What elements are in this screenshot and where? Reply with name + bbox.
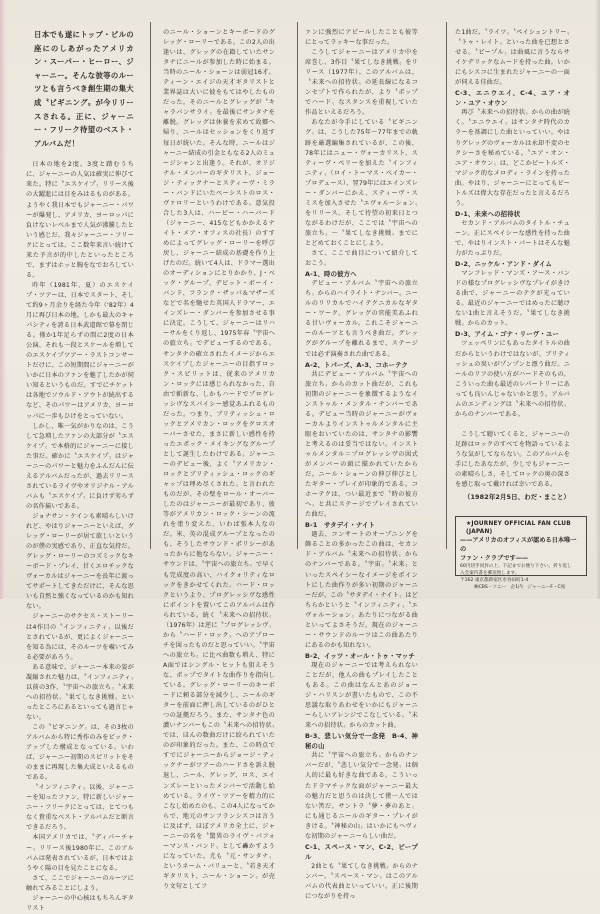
column-4 — [455, 28, 570, 502]
column-divider — [446, 22, 447, 549]
fan-club-box — [455, 516, 587, 590]
track-description: マンフレッド・マンズ・アース・バンドの様なプログレッシヴなプレイがきける曲で、ジャーニーのテクが光っている。最近のジャーニーではめったに聴けない1曲と言えそうだ。〝果てしなき挑戦〟からのカット。 — [455, 270, 570, 328]
paragraph: 本国アメリカでは、〝ディパーチャー〟リリース後1980年に、このアルバムは発表されているが、日本ではようやく陽の目を見たことになる。 — [26, 834, 134, 872]
paragraph: 日本の地を2度、3度と踏むうちに、ジャーニーの人気は確実に伸びて来た。特に〝エスケイプ〟リリース後の大躍進には目をみはるものがある。ようやく我日本でもジャーニー・パワーが爆発し、アメリカ、ヨーロッパに負けないレベルまで人気が沸騰したという感じだ。我々ジャーニー・フリークにとっては、ここ数年来言い続けて来た予言が的中したといったところで、まずはホッと胸をなでおろしている。 — [26, 161, 134, 279]
page-edge-right — [595, 0, 600, 599]
fan-club-subtitle: ——アメリカのオフィスが認める日本唯一の — [460, 537, 577, 553]
fan-club-note: 60円切手同封の上、下記までお便り下さい。折り返し — [460, 564, 572, 569]
track-heading: C-1、スペース・マン、C-2、ピープル — [305, 842, 418, 861]
track-heading: D-2、ニッケル・アンド・ダイム — [455, 260, 553, 269]
track-description: 現在のジャーニーでは考えられないことだが、他人の曲もプレイしたこともある。この曲はなんとあのジョージ・ハリスンが書いたもので、この不思議な取りあわせをいかにもジャーニーらしいアレンジでこなしている。〝未来への招待状〟からのカット曲。 — [305, 661, 418, 730]
paragraph: こうしてジャーニーはアメリカ中を席巻し、3作目〝果てしなき挑戦〟をリリース（1977年）。このアルバムは、〝未来への招待状〟の延長線になるコンセプトで作られたが、より〝ポップでハード〟なスタンスを重視していた作品といえるだろう。 — [305, 49, 418, 117]
column-2 — [163, 28, 275, 892]
track-heading: D-3、アイム・ゴナ・リーヴ・ユー — [455, 330, 559, 339]
track-description: デビュー・アルバム〝宇宙への旅立ち〟からのハイライト・ナンバー。ニールのリリカルでハイテクニカルなギター・ワーク、グレッグの官能美あふれる甘いヴォーカル。これこそジャーニーのルーツとも言うべき曲だ。グレッグがグループを離れるまで、ステージでは必ず演奏された曲である。 — [305, 280, 418, 358]
fan-club-address: 〒162 東京都新宿区市谷田町1-4 — [460, 578, 529, 583]
track-heading: A-1、時の彼方へ — [305, 270, 357, 279]
spacer — [455, 420, 570, 430]
column-1 — [26, 28, 134, 914]
paragraph: ある意味で、ジャーニー本来の姿が凝縮された魅力は、〝インフィニティ〟以前の3作、〝宇宙への旅立ち〟〝未来への招待状〟〝果てしなき挑戦〟といったところにあるといっても過言じゃない。 — [26, 663, 134, 721]
fan-club-company: ㈱CBS・ソニー 企1内 ジャーニーF・C宛 — [474, 585, 566, 590]
track-description: 2曲とも〝果てしなき挑戦〟からのナンバー。〝スペース・マン〟はこのアルバムの代表曲といっていい。正に後期につながりを持っ — [305, 862, 418, 901]
column-3 — [305, 28, 418, 902]
fan-club-title: ★JOURNEY OFFICIAL FAN CLUB (JAPAN) — [466, 521, 571, 535]
track-description: 過去、コンサートのオープニングを飾ることの多かったこの曲は、セカンド・アルバム〝未来への招待状〟からのナンバーである。〝宇宙〟〝未来〟といったスペイシーなイメージをポイントにした曲作りが多い初期のジャーニーだが、この〝サタデイ・ナイト〟はどちらかというと〝インフィニティ〟〝エヴォルーション〟あたりにつながる曲といってよさそうだ。現在のジャーニー・サウンドのルーツはこの曲あたりにあるのかも知れない。 — [305, 531, 418, 649]
signature: （1982年2月5日、わだ・まこと） — [463, 493, 570, 502]
paragraph: のニール・ショーンとキーボードのグレッグ・ローリーである。この2人の出逢いは、グレッグの在籍していたサンタナにニールが参加した時に始まる。当時のニール・ショーンは弱冠16才。ティーン・エイジの天才ギタリストと業界誌は大いに彼をもてはやしたものだった。そのニールとグレッグが〝キャラバンサライ〟を最後にサンタナを離脱。グレッグは休養を求めて故郷へ帰り、ニールはセッションをくり返す毎日が続いた。そんな時、ニールはジャーニー結成の引金ともなる2人のミュージシャンと出逢う。それが、オリジナル・メンバーのギタリスト、ジョージ・ティックナーとスティーヴ・ミラー・バンドにいたベーシストのロス・ヴァロリーというわけである。意気投合した3人は、ハービー・ハーバード（ジャーニー、415などもかかえるナイト・メア・オフィスの社長）のすすめによってグレッグ・ローリーを呼び戻し、ジャーニー結成の基礎を作り上げたのだ。続いて4人は、ドラマー選出のオーディションにとりかかり、J・ベック・グループ、デビット・ボーイ・バンド、フランク・ザッパ＆マザーズなどで名を馳せた英国人ドラマー、エインズレー・ダンバーを参加させる事に決定。こうして、ジャーニーはリハーサルをくり返し、1975年春〝宇宙への旅立ち〟でデビューするのである。サンタナの確立されたイメージからエスケイプしたジャーニーの目指すロック・スピリットは、従来のアメリカン・ロックには感じられなかった、自由で斬新な、しかもハードでプログレッシヴなスパイシー感覚あふれるものだった。つまり、ブリティッシュ・ロックとアメリカン・ロックをクロスオーバーさせた、まさに新しい感性を持ったエポック・メイキングなグループとして誕生したわけである。ジャーニーのデビュー後、よく〝アメリカン・ロックとブリティッシュ・ロックのギャップは埋め尽くされた〟と言われたものだが、その壁をロール・オーバーしたのはジャーニーが最初であり、彼等がアメリカン・ロック・シーンの流れを塗り変えた、いわば張本人なのだ。米、英の混成グループとなったのも、そうしたサウンド・ポリシーがあったからに他ならない。ジャーニー・サウンドは、〝宇宙への旅立ち〟で早くも完成度の高い、ハイクォリティなロックをきかせてくれた。ハード・ロックというより、プログレッシヴな感性にポイントを置いてこのアルバムは作られている。続く〝未来への招待状〟（1976年）は逆に〝プログレッシヴ〟から〝ハード・ロック〟へのアプローチを図ったものだと思っていい。〝宇宙への旅立ち〟に比べ曲数も増え、特にA面ではシングル・ヒットも狙えそうな、ポップでタイトな曲作りを指向している。グレッグ・ローリーのキーボードに頼る部分を減少し、ニールのギターを前面に押し出しているのがひとつの証拠だろう。また、サンタナ色の濃いナンバーもこの〝未来への招待状〟では、ほんの数曲だけに絞られていたのが印象的だった。また、この時点ですでにジャーニーからジョージ・ティックナーがツアーのハードさを訴え脱退し、ニール、グレッグ、ロス、エインズレーといったメンバーで活動し始めている。ライヴ・ツアーを精力的にこなし始めたのも、この4人になってからで、地元のサンフランシスコは言うに及ばず、ほぼアメリカ全土に、ジャーニーの名を〝驚異のライヴ・パフォーマンス・バンド〟として轟かすようになっていた。尤も〝元・サンタナ〟というネーム・バリューと、〝若き天才ギタリスト、ニール・ショーン〟が売り文句としてフ — [163, 29, 275, 890]
track-heading: B-1 サタデイ・ナイト — [305, 521, 376, 530]
paragraph: あなたが今手にしている〝ビギニング〟は、こうした75年〜77年までの軌跡を厳選編集されているが、この後、78年にはニュー・ヴォーカリスト、スティーヴ・ペリーを加えた〝インフィニティ〟（ロイ・トーマス・ベイカー・プロデュース）、翌79年にはエインズレー・ダンバーにかえ、スティーヴ・スミスを加入させた〝エヴォルーション〟をリリース。そして待望の初来日とつながるわけだが、ここでは〝宇宙への旅立ち〟〜〝果てしなき挑戦〟までにとどめておくことにしよう。 — [305, 119, 418, 247]
track-description: た1曲だ。〝ライツ〟〝ペイシェントリー〟〝トゥ・レイト〟といった曲を已想とさせる。〝ピープル〟は曲風に言うならサイケデリックなムードを持った曲。いかにもシスコに生まれたジャーニーの一面が伺える佳曲だ。 — [455, 29, 570, 87]
fan-club-note: 入会案内書を郵送致します。 — [460, 571, 520, 576]
track-heading: B-3、悲しい気分で一念発 B-4、神秘の山 — [305, 732, 418, 751]
paragraph: 〝インフィニティ〟以後、ジャーニーを知ったファン、特に新しいジャーニー・フリークにとっては、とてつもなく貴重なベスト・アルバムだと断言できるだろう。 — [26, 784, 134, 832]
paragraph: この〝ビギニング〟は、その3枚のアルバムから特に秀作のみをピック・アップした構成となっている。いわば、ジャーニー初期のスピリットをそのままに再現した集大成といえるものである。 — [26, 723, 134, 782]
track-description: セカンド・アルバムのタイトル・チューン。正にスペイシーな感性を持った曲で、やはりインスト・パートはそんな魅力がたっぷりだ。 — [455, 219, 570, 258]
track-heading: D-1、未来への招待状 — [455, 209, 521, 218]
paragraph: 昨年（1981年、夏）のエスケイプ・ツアーは、日本でスタート、そして約9ヶ月余りを経た今年（'82年）4月に再び日本の地。しかも最大のキャパシティを誇る日本武道館で幕を閉じる。僅か1年足らずの間に2度の日本公演、それも一段とスケールを増してのエスケイプツアー・ラストコンサートだけに、この短期間にジャーニーがいかに日本のファンを魅了したかが伺い知るというものだ。すでにチケットは各地でソウルド・アウトが続出するなど、そのパワーはアメリカ、ヨーロッパに一歩もひけをとっていない。 — [26, 281, 134, 420]
track-heading: B-2、イッツ・オール・トゥ・マッチ — [305, 651, 415, 660]
column-divider — [297, 22, 298, 549]
track-heading: C-3、エニウエイ、C-4、ユア・オン・ユア・オウン — [455, 89, 570, 108]
paragraph: ジャーニーのサクセス・ストーリーは4作目の〝インフィニティ〟以後だとされているが、更によくジャーニーを知る為には、そのルーツを覗いてみる必要があろう。 — [26, 613, 134, 661]
paragraph: ァンに強烈にアピールしたことも彼等にとってラッキーな事だった。 — [305, 29, 418, 47]
paragraph: さて、ここで曲目について紹介しておこう。 — [305, 250, 418, 268]
track-description: 共に〝宇宙への旅立ち〟からのナンバーだが、〝悲しい気分で一念発〟は個人的に最も好きな曲である。こういったドラマチックな面がジャーニー最大の魅力だと思うのは決して僕一人ではない筈だ。サントラ〝夢・夢のあと〟にも通じるニールのギター・プレイがきける。〝神秘の山〟はいかにもヘヴィな初期のジャーニーらしい曲だ。 — [305, 752, 418, 840]
paragraph: ジャーニーの中心核はもちろんギタリスト — [26, 894, 134, 912]
page-edge-left — [0, 0, 6, 599]
paragraph: しかし、唯一気がかりなのは、こうして急増したファンの大部分が〝エスケイプ〟で本格的にジャーニーに接した事だ。確かに〝エスケイプ〟はジャーニーのパワーと魅力をふんだんに伝えるアルバムだったが、過去リリースされているライヴやオリジナル・アルバムも〝エスケイプ〟に負けず劣らずの名作揃いである。 — [26, 422, 134, 510]
closing-paragraph: こうして聴いてくると、ジャーニーの足跡はロックのすべてを物語っているような気がしてならない。このアルバムを手にしたあなたが、少しでもジャーニーの素晴らしさ、そしてロックの奥の深さを感じ取って戴ければ幸いである。 — [455, 430, 570, 489]
track-description: 再び〝未来への招待状〟からの曲が続く。〝エニウエイ〟はサンタナ時代のカラーを基調にした曲といっていい。やはりグレッグのヴォーカルは永却不変のセクシーさを秘めている。〝ユア・オン・ユア・オウン〟は、どこかビートルズ・マジック的なメロディ・ラインを持った曲。やはり、ジャーニーにとってもビートルズは偉大な存在だったと言えるだろう。 — [455, 109, 570, 207]
column-divider — [150, 22, 151, 549]
paragraph: さて、ここでジャーニーのルーツに触れてみることにしよう。 — [26, 874, 134, 892]
paragraph: ジョナサン・ケインも素晴らしいけれど、やはりジャーニーといえば、グレッグ・ローリーが居て欲しいというのが僕の実感であり、正直な気持だ。グレッグ・ローリーのコズミックなキーボード・プレイ、甘くエロチックなヴォーカルはジャーニーを長年に渡ってサポートしてきただけに、そんな思いも自然と強くなっているのかも知れない。 — [26, 512, 134, 611]
track-heading: A-2、トパーズ、A-3、コホーテク — [305, 360, 408, 369]
lead-paragraph: 日本でも遂にトップ・ビルの座にのしあがったアメリカン・スーパー・ヒーロー、ジャーニー。そんな彼等のルーツとも言うべき創生期の集大成〝ビギニング〟が今リリースされる。正に、ジャーニー・フリーク待望のベスト・アルバムだ！ — [34, 30, 134, 148]
fan-club-subtitle: ファン・クラブです—— — [460, 555, 529, 562]
track-description: ツェッペリンにもあったタイトルの曲だからというわけではないが、ブリティッシュの臭いがプンプンと漂う曲だ。ニールのリフの使い方がハードそのもの。こういった曲も最近のレパートリーにあっても良いんじゃないかと思う。アルバムのエンディングは〝未来への招待状〟からのナンバーである。 — [455, 340, 570, 418]
track-description: 共にデビュー・アルバム〝宇宙への旅立ち〟からのカット曲だが、これも初期のジャーニーを象徴するようなインストゥル・メンタル・ナンバーである。デビュー当時のジャーニーがヴォーカルよりインストゥルメンタルに主眼をおいていたのは、サンタナの影響と考えるのは妥当ではない。インストゥルメンタル＝プログレッシヴの図式がメンバーの頭に描かれていたからだ。ニール・ショーンの伸び伸びとしたギター・プレイが印象的である。コホーテクは、つい最近まで〝時の彼方へ〟と共にステージでプレイされていた曲だ。 — [305, 370, 418, 519]
